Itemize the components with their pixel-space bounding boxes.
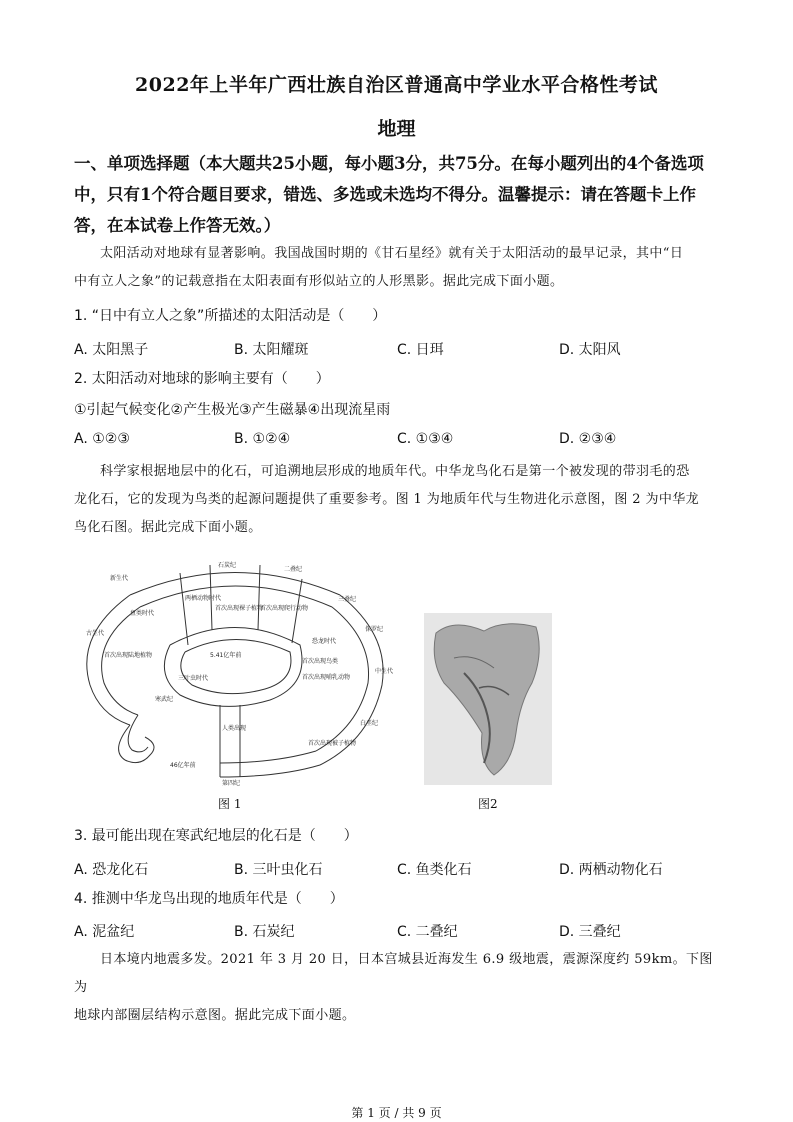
passage-2-line-3: 鸟化石图。据此完成下面小题。 [74, 520, 262, 535]
spiral-bottom-band [220, 765, 320, 777]
question-4-options [0, 921, 793, 941]
label-first-flower: 首次出现被子植物 [308, 740, 357, 747]
label-first-land: 首次出现陆地植物 [104, 652, 153, 659]
label-age-541: 5.41亿年前 [210, 652, 242, 659]
passage-1-line-1: 太阳活动对地球有显著影响。我国战国时期的《甘石星经》就有关于太阳活动的最早记录，其中“日 [100, 246, 684, 261]
passage-2-line-1: 科学家根据地层中的化石，可追溯地层形成的地质年代。中华龙鸟化石是第一个被发现的带羽毛的恐 [100, 464, 690, 479]
spiral-outer-band-inner [140, 586, 332, 607]
question-3-options [0, 859, 793, 879]
question-2-option-c[interactable]: C. ①③④ [397, 431, 454, 447]
spiral-tail [119, 725, 154, 763]
spiral-tail-2 [128, 715, 148, 752]
passage-3 [74, 946, 724, 1030]
question-3-option-a[interactable]: A. 恐龙化石 [74, 862, 149, 878]
question-3-stem: 3. 最可能出现在寒武纪地层的化石是（ ） [74, 828, 358, 844]
label-age-46: 46亿年前 [170, 762, 196, 769]
label-gusheng: 古生代 [86, 630, 105, 637]
spiral-left-arc [87, 595, 130, 725]
passage-1 [74, 240, 724, 296]
question-4-option-b[interactable]: B. 石炭纪 [234, 924, 295, 940]
label-first-bird: 首次出现鸟类 [302, 658, 339, 665]
question-2-option-a[interactable]: A. ①②③ [74, 431, 130, 447]
passage-3-line-2: 地球内部圈层结构示意图。据此完成下面小题。 [74, 1008, 356, 1023]
subject-title: 地理 [377, 118, 416, 140]
label-baie: 白垩纪 [360, 720, 379, 727]
section-heading: 一、单项选择题（本大题共25小题，每小题3分，共75分。在每小题列出的4个备选项中，只有1个符合题目要求，错选、多选或未选均不得分。温馨提示：请在答题卡上作答，在本试卷上作答无效。） [74, 154, 704, 235]
question-3-option-d[interactable]: D. 两栖动物化石 [559, 862, 663, 878]
label-xinsheng: 新生代 [110, 575, 129, 582]
question-2-option-d[interactable]: D. ②③④ [559, 431, 617, 447]
label-zhuluo: 侏罗纪 [365, 626, 384, 633]
question-4-option-d[interactable]: D. 三叠纪 [559, 924, 621, 940]
label-disi: 第四纪 [222, 780, 241, 787]
spiral-inner-coil-2 [181, 640, 291, 694]
passage-1-line-2: 中有立人之象”的记载意指在太阳表面有形似站立的人形黑影。据此完成下面小题。 [74, 274, 564, 289]
geologic-time-spiral-figure [70, 555, 400, 790]
passage-2-line-2: 龙化石，它的发现为鸟类的起源问题提供了重要参考。图 1 为地质年代与生物进化示意图，图 2 为中华龙 [74, 492, 700, 507]
question-1-stem: 1. “日中有立人之象”所描述的太阳活动是（ ） [74, 308, 387, 324]
label-shitan: 石炭纪 [218, 562, 237, 569]
spiral-left-arc-inner [102, 607, 140, 715]
question-4-stem: 4. 推测中华龙鸟出现的地质年代是（ ） [74, 891, 344, 907]
question-3-option-c[interactable]: C. 鱼类化石 [397, 862, 472, 878]
passage-3-line-1: 日本境内地震多发。2021 年 3 月 20 日，日本宫城县近海发生 6.9 级地震，震源深度约 59km。下图为 [74, 952, 713, 995]
page-footer: 第 1 页 / 共 9 页 [351, 1106, 442, 1120]
label-first-seed: 首次出现裸子植物 [215, 605, 264, 612]
question-4-option-c[interactable]: C. 二叠纪 [397, 924, 458, 940]
label-konglong: 恐龙时代 [312, 638, 337, 645]
label-renlei: 人类出现 [222, 725, 247, 732]
figure-2-caption: 图2 [478, 797, 498, 811]
question-2-options [0, 431, 793, 451]
question-2-items: ①引起气候变化②产生极光③产生磁暴④出现流星雨 [74, 402, 391, 418]
exam-title: 2022年上半年广西壮族自治区普通高中学业水平合格性考试 [135, 74, 658, 96]
spiral-bottom-band-inner [220, 751, 316, 763]
question-1-option-d[interactable]: D. 太阳风 [559, 342, 621, 358]
question-2-option-b[interactable]: B. ①②④ [234, 431, 291, 447]
label-zhongsheng: 中生代 [375, 668, 394, 675]
question-3-option-b[interactable]: B. 三叶虫化石 [234, 862, 323, 878]
question-1-option-b[interactable]: B. 太阳耀斑 [234, 342, 309, 358]
question-4-option-a[interactable]: A. 泥盆纪 [74, 924, 135, 940]
fossil-image [424, 613, 552, 785]
question-1-option-a[interactable]: A. 太阳黑子 [74, 342, 149, 358]
question-1-options [0, 339, 793, 359]
label-erdie: 二叠纪 [284, 566, 303, 573]
figure-1-caption: 图 1 [218, 797, 242, 811]
label-sandie: 三叠纪 [338, 596, 357, 603]
label-liangqi: 两栖动物时代 [185, 595, 222, 602]
label-first-reptile: 首次出现爬行动物 [260, 605, 309, 612]
label-huanxu: 寒武纪 [155, 696, 174, 703]
spiral-outer-band-top [130, 573, 340, 596]
question-2-stem: 2. 太阳活动对地球的影响主要有（ ） [74, 371, 330, 387]
fossil-photo [424, 613, 552, 785]
label-first-mammal: 首次出现哺乳动物 [302, 674, 351, 681]
label-yulei: 鱼类时代 [130, 610, 155, 617]
passage-2 [74, 458, 724, 542]
question-1-option-c[interactable]: C. 日珥 [397, 342, 444, 358]
label-sanye: 三叶虫时代 [178, 675, 209, 682]
